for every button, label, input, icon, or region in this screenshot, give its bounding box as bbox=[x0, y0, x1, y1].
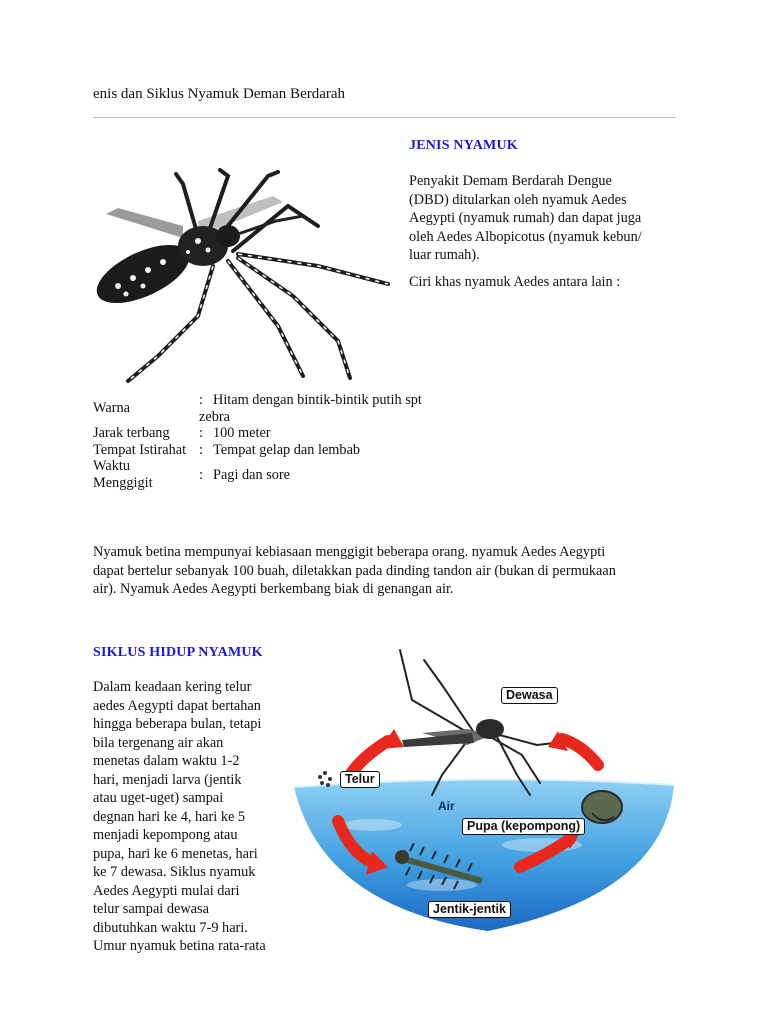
jenis-line: Penyakit Demam Berdarah Dengue bbox=[409, 173, 612, 189]
trait-label: Menggigit bbox=[93, 475, 153, 491]
jenis-line: (DBD) ditularkan oleh nyamuk Aedes bbox=[409, 191, 627, 208]
trait-colon: : bbox=[199, 467, 203, 483]
jenis-line: Aegypti (nyamuk rumah) dan dapat juga bbox=[409, 210, 642, 226]
siklus-paragraph bbox=[93, 678, 266, 956]
siklus-line: menjadi kepompong atau bbox=[93, 827, 238, 843]
life-cycle-graphic bbox=[292, 645, 684, 935]
life-cycle-diagram bbox=[292, 645, 684, 935]
trait-value: Hitam dengan bintik-bintik putih spt bbox=[213, 392, 422, 408]
mosquito-image bbox=[88, 166, 406, 388]
siklus-line: dibutuhkan waktu 7-9 hari. bbox=[93, 919, 248, 936]
siklus-line: hari, menjadi larva (jentik bbox=[93, 771, 242, 788]
body-line: air). Nyamuk Aedes Aegypti berkembang biak di genangan air. bbox=[93, 581, 454, 597]
siklus-line: bila tergenang air akan bbox=[93, 734, 224, 751]
page-title: enis dan Siklus Nyamuk Deman Berdarah bbox=[93, 86, 346, 102]
siklus-line: Umur nyamuk betina rata-rata bbox=[93, 938, 266, 954]
body-paragraph bbox=[93, 543, 616, 599]
jenis-paragraph bbox=[409, 172, 642, 265]
trait-value: zebra bbox=[199, 409, 230, 425]
siklus-line: menetas dalam waktu 1-2 bbox=[93, 753, 240, 769]
jenis-line: oleh Aedes Albopicotus (nyamuk kebun/ bbox=[409, 228, 642, 245]
body-line: dapat bertelur sebanyak 100 buah, diletakkan pada dinding tandon air (bukan di permukaan bbox=[93, 562, 616, 579]
trait-label: Warna bbox=[93, 400, 130, 416]
siklus-line: ke 7 dewasa. Siklus nyamuk bbox=[93, 864, 256, 880]
divider bbox=[93, 117, 676, 118]
jenis-traits-intro: Ciri khas nyamuk Aedes antara lain : bbox=[409, 274, 621, 290]
trait-colon: : bbox=[199, 425, 203, 441]
trait-colon: : bbox=[199, 442, 203, 458]
siklus-line: pupa, hari ke 6 menetas, hari bbox=[93, 845, 258, 862]
label-telur: Telur bbox=[340, 771, 380, 788]
trait-value: Tempat gelap dan lembab bbox=[213, 442, 361, 458]
siklus-line: atau uget-uget) sampai bbox=[93, 790, 224, 806]
siklus-line: degnan hari ke 4, hari ke 5 bbox=[93, 808, 246, 825]
trait-label: Jarak terbang bbox=[93, 425, 170, 441]
siklus-line: hingga beberapa bulan, tetapi bbox=[93, 716, 262, 732]
jenis-line: luar rumah). bbox=[409, 247, 480, 263]
siklus-line: telur sampai dewasa bbox=[93, 901, 209, 917]
trait-label: Waktu bbox=[93, 458, 130, 474]
jenis-heading: JENIS NYAMUK bbox=[409, 138, 518, 153]
siklus-line: Dalam keadaan kering telur bbox=[93, 679, 252, 695]
trait-label: Tempat Istirahat bbox=[93, 442, 187, 458]
label-pupa: Pupa (kepompong) bbox=[462, 818, 585, 835]
trait-colon: : bbox=[199, 392, 203, 408]
label-dewasa: Dewasa bbox=[501, 687, 558, 704]
label-air: Air bbox=[438, 799, 455, 813]
body-line: Nyamuk betina mempunyai kebiasaan menggigit beberapa orang. nyamuk Aedes Aegypti bbox=[93, 544, 606, 560]
trait-value: 100 meter bbox=[213, 425, 271, 441]
label-jentik: Jentik-jentik bbox=[428, 901, 511, 918]
trait-value: Pagi dan sore bbox=[213, 467, 291, 483]
siklus-line: aedes Aegypti dapat bertahan bbox=[93, 697, 261, 714]
siklus-line: Aedes Aegypti mulai dari bbox=[93, 882, 240, 899]
siklus-heading: SIKLUS HIDUP NYAMUK bbox=[93, 645, 263, 660]
